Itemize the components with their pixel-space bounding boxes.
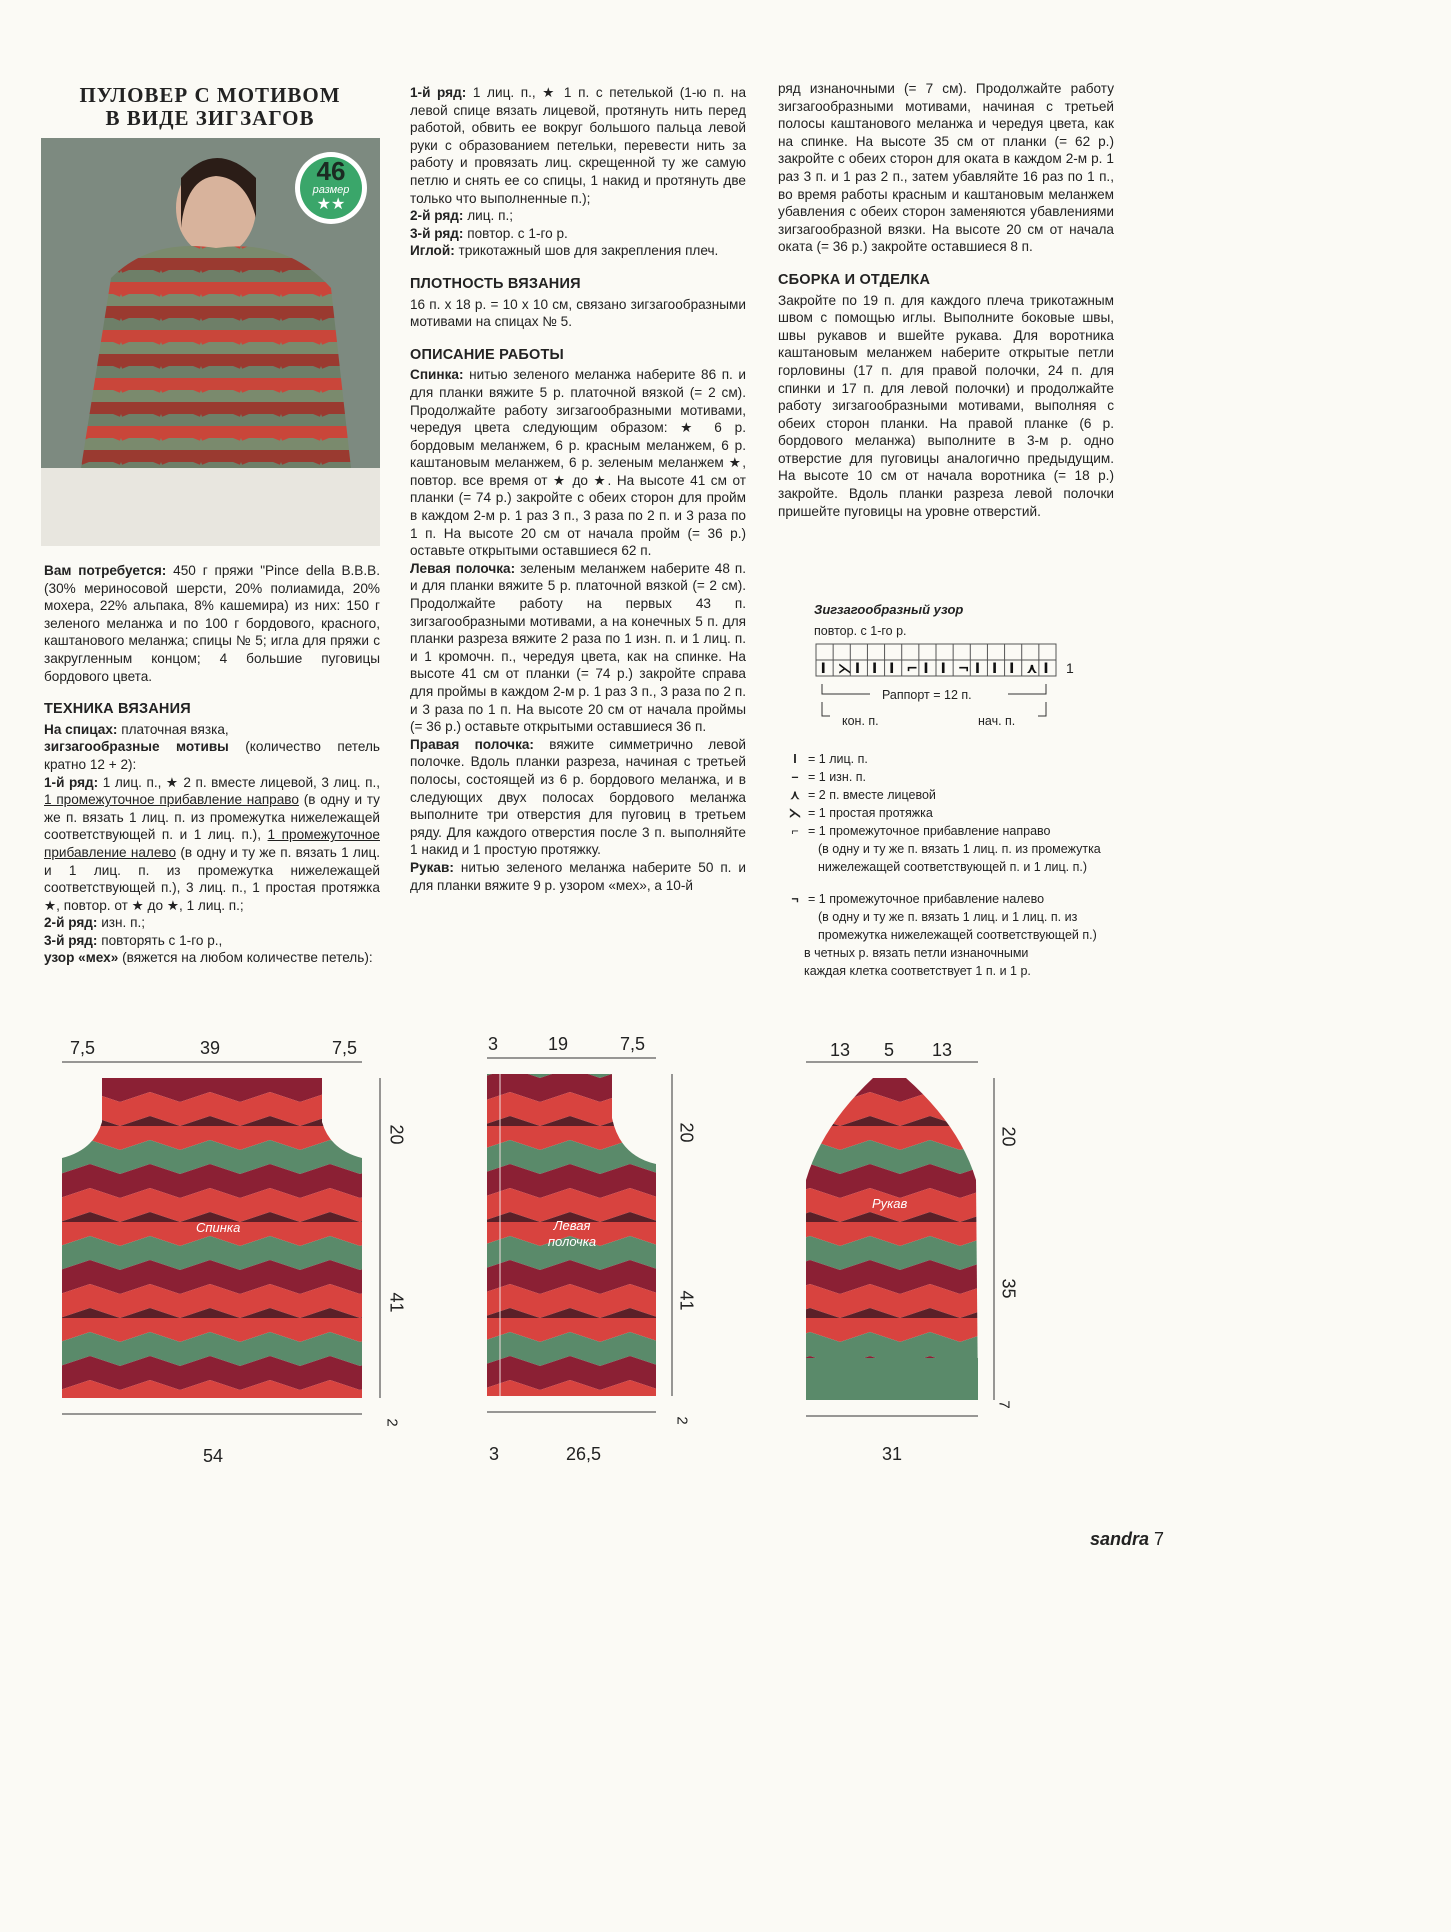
fur-row1-label: 1-й ряд: [410, 85, 467, 100]
fur-row2-text: лиц. п.; [467, 208, 513, 224]
legend-item-skp [782, 804, 1122, 822]
front-h3-dim: 2 [673, 1416, 691, 1425]
sleeve-text: нитью зеленого меланжа наберите 50 п. и для планки вяжите 9 р. узором «мех», а 10-й [410, 859, 746, 893]
chart-start-label: нач. п. [978, 714, 1016, 728]
fur-row2 [410, 207, 746, 225]
chart-stitch-symbol: ⋋ [837, 661, 852, 677]
needle-seam [410, 242, 746, 260]
row2-text: изн. п.; [101, 915, 146, 931]
sleeve-top-mid-dim: 5 [884, 1040, 895, 1060]
chart-end-label: кон. п. [842, 714, 879, 728]
back-h1-dim: 20 [386, 1124, 407, 1145]
sleeve-h2-dim: 35 [998, 1278, 1019, 1299]
chart-stitch-symbol: I [992, 661, 998, 677]
back-h2-dim: 41 [386, 1292, 407, 1313]
title-line-2: В ВИДЕ ЗИГЗАГОВ [105, 106, 315, 130]
zigzag-line [44, 738, 380, 773]
legend-inc-left-note: (в одну и ту же п. вязать 1 лиц. и 1 лиц. п. из промежутка нижележащей соответствующей п.) [818, 910, 1097, 942]
chart-stitch-symbol: ⌐ [906, 661, 919, 677]
difficulty-stars: ★★ [316, 196, 346, 213]
back-top-left-dim: 7,5 [70, 1038, 96, 1058]
left-front-text: зеленым меланжем наберите 48 п. и для планки вяжите 5 р. платочной вязкой (= 2 см). Продолжайте работу на первых 43 п. зигзагообразными мотивами, а на конечных 5 п. для планки разреза вяжите 2 раза по 1 изн. п. и 1 лиц. п. и 1 кромочн. п., чередуя цвета, как на спинке. На высоте 41 см от планки (= 74 р.) закройте справа для проймы в каждом 2-м р. 1 раз 3 п., 3 раза по 2 п. и 3 раза по 1 п. На высоте 20 см от начала проймы (= 36 р.) оставьте открытыми оставшиеся 36 п. [410, 560, 746, 735]
legend [782, 750, 1122, 980]
page-number: 7 [1153, 1529, 1164, 1549]
density-heading: ПЛОТНОСТЬ ВЯЗАНИЯ [410, 275, 581, 292]
right-front-label: Правая полочка: [410, 736, 534, 752]
size-label: размер [312, 184, 350, 196]
back-label: Спинка: [410, 367, 464, 383]
title-line-1: ПУЛОВЕР С МОТИВОМ [79, 83, 341, 107]
fur-row3-text: повтор. с 1-го р. [467, 225, 568, 241]
legend-item-k2tog [782, 786, 1122, 804]
left-column [44, 562, 380, 967]
left-front-instructions [410, 560, 746, 736]
chart-grid [812, 642, 1062, 682]
row1-text-b: (в одну и ту же п. вязать 1 лиц. п. из промежутка нижележащей соответствующей п. и 1 лиц. п.), [44, 792, 380, 843]
needles-text: платочная вязка, [121, 721, 229, 737]
sleeve-piece [804, 1070, 980, 1405]
right-front-text: вяжите симметрично левой полочке. Вдоль планки разреза, начиная с третьей полосы, состоящей из 6 р. бордового меланжа, и в следующих двух полосах бордового меланжа выполните три отверстия для пуговиц в третьем ряду. Для каждого отверстия после 3 п. выполняйте 1 накид и 1 простую протяжку. [410, 736, 746, 858]
front-top-left-dim: 3 [488, 1034, 499, 1054]
knit-symbol-icon: I [793, 752, 797, 766]
row1-text-a: 1 лиц. п., ★ 2 п. вместе лицевой, 3 лиц. п., [102, 774, 381, 790]
size-badge [295, 152, 367, 224]
zigzag-label: зигзагообразные мотивы [44, 739, 229, 755]
front-top-right-dim: 7,5 [620, 1034, 646, 1054]
row3-text: повторять с 1-го р., [101, 932, 223, 948]
sleeve-instructions [410, 859, 746, 894]
materials-label: Вам потребуется: [44, 563, 167, 578]
chart-stitch-symbol: ⋏ [1026, 661, 1038, 677]
legend-text: = 1 промежуточное прибавление налево [808, 892, 1045, 906]
fur-pattern [44, 949, 380, 967]
needle-text: трикотажный шов для закрепления плеч. [458, 243, 719, 259]
chart-stitch-symbol: I [854, 661, 861, 677]
density-text: 16 п. х 18 р. = 10 х 10 см, связано зигзагообразными мотивами на спицах № 5. [410, 296, 746, 330]
row1-label: 1-й ряд: [44, 774, 99, 790]
right-front-instructions [410, 736, 746, 859]
front-h2-dim: 41 [676, 1290, 697, 1311]
k2tog-symbol-icon: ⋏ [790, 788, 800, 802]
sleeve-h3-dim: 7 [995, 1400, 1013, 1409]
legend-item-inc-left [782, 890, 1122, 908]
sleeve-bottom-dim: 31 [882, 1444, 903, 1464]
front-label [532, 1218, 612, 1250]
legend-item-knit [782, 750, 1122, 768]
size-number: 46 [316, 156, 346, 186]
front-label-1: Левая [553, 1218, 591, 1233]
legend-inc-right-note: (в одну и ту же п. вязать 1 лиц. п. из промежутка нижележащей соответствующей п. и 1 лиц. п.) [818, 842, 1101, 874]
fur-row3-label: 3-й ряд: [410, 225, 464, 241]
legend-text: = 1 изн. п. [808, 770, 867, 784]
row2-label: 2-й ряд: [44, 915, 98, 931]
fur-row1 [410, 84, 746, 207]
legend-text: = 2 п. вместе лицевой [808, 788, 936, 802]
chart-stitch-symbol: I [974, 661, 981, 677]
skp-symbol-icon: ⋋ [788, 806, 802, 820]
legend-foot-2: каждая клетка соответствует 1 п. и 1 р. [804, 964, 1031, 978]
right-column [778, 80, 1114, 520]
front-label-2: полочка [547, 1234, 597, 1249]
sleeve-continuation: ряд изнаночными (= 7 см). Продолжайте работу зигзагообразными мотивами, начиная с третьей полосы каштанового меланжа и чередуя цвета, как на спинке. На высоте 35 см от планки (= 62 р.) закройте с обеих сторон для оката в каждом 2-м р. 1 раз 3 п. и 1 раз 2 п., затем убавляйте 16 раз по 1 п., во время работы красным и каштановым меланжем убавления с обеих сторон заменяются убавлениями зигзагообразной вязки. На высоте 20 см от начала оката (= 36 р.) закройте оставшиеся 8 п. [778, 81, 1114, 255]
legend-foot-1: в четных р. вязать петли изнаночными [804, 946, 1029, 960]
increase-right-icon: ⌐ [791, 824, 799, 838]
back-top-right-dim: 7,5 [332, 1038, 358, 1058]
legend-text: = 1 лиц. п. [808, 752, 868, 766]
assembly-heading: СБОРКА И ОТДЕЛКА [778, 271, 931, 288]
back-top-mid-dim: 39 [200, 1038, 221, 1058]
assembly-text: Закройте по 19 п. для каждого плеча трикотажным швом с помощью иглы. Выполните боковые швы, швы рукавов и вшейте рукава. Для воротника каштановым меланжем наберите открытые петли горловины (17 п. для правой полочки, 24 п. для спинки и 17 п. для левой полочки) и продолжайте работу зигзагообразными мотивами, выполняя с обеих сторон планки. На правой планке (6 р. бордового меланжа) выполните в 3-м р. одно отверстие для пуговицы аналогично предыдущим. На высоте 10 см от начала воротника (= 18 р.) закройте. Вдоль планки разреза левой полочки пришейте пуговицы на уровне отверстий. [778, 292, 1114, 519]
increase-left-icon: ¬ [791, 892, 799, 906]
schematics [0, 1030, 1178, 1490]
front-top-mid-dim: 19 [548, 1034, 569, 1054]
chart-stitch-symbol: ¬ [957, 661, 970, 677]
row3-instructions [44, 932, 380, 950]
front-bottom-left-dim: 3 [489, 1444, 500, 1464]
fur-label: узор «мех» [44, 950, 119, 966]
sleeve-top-left-dim: 13 [830, 1040, 851, 1060]
stitch-chart [812, 600, 1092, 730]
front-bottom-right-dim: 26,5 [566, 1444, 602, 1464]
chart-row-number: 1 [1066, 660, 1074, 676]
page-footer [1090, 1529, 1164, 1550]
row1-underlined-2: 1 промежуточное прибавление налево [44, 827, 380, 860]
rapport-label: Раппорт = 12 п. [882, 688, 972, 702]
chart-stitch-symbol: I [1043, 661, 1049, 677]
back-instructions [410, 366, 746, 560]
sleeve-label: Рукав: [410, 859, 454, 875]
chart-title: Зигзагообразный узор [814, 602, 964, 617]
sleeve-h1-dim: 20 [998, 1126, 1019, 1147]
row1-instructions [44, 774, 380, 915]
model-photo [41, 138, 380, 546]
needle-label: Иглой: [410, 243, 455, 259]
row2-instructions [44, 914, 380, 932]
fur-row1-text: 1 лиц. п., ★ 1 п. с петелькой (1-ю п. на левой спице вязать лицевой, протянуть нить перед работой, обвить ее вокруг большого пальца левой руки с образованием петельки, перевести нить за работу и провязать лиц. скрещенной ту же самую петлю и снять ее со спицы, 1 накид и протянуть две только что выполненные п.); [410, 85, 746, 206]
legend-text: = 1 простая протяжка [808, 806, 933, 820]
chart-stitch-symbol: I [889, 661, 895, 677]
chart-stitch-symbol: I [1009, 661, 1015, 677]
row1-underlined-1: 1 промежуточное прибавление направо [44, 792, 299, 808]
article-title [42, 84, 378, 130]
purl-symbol-icon: – [791, 770, 799, 784]
row3-label: 3-й ряд: [44, 932, 98, 948]
middle-column [410, 84, 746, 894]
chart-stitch-symbol: I [923, 661, 929, 677]
chart-subtitle: повтор. с 1-го р. [814, 624, 907, 638]
back-text: нитью зеленого меланжа наберите 86 п. и для планки вяжите 5 р. платочной вязкой (= 2 см). Продолжайте работу зигзагообразными мотивами, чередуя цвета следующим образом: ★ 6 р. бордовым меланжем, 6 р. красным меланжем, 6 р. каштановым меланжем, 6 р. зеленым меланжем ★, повтор. все время от ★ до ★. На высоте 41 см от планки (= 74 р.) закройте с обеих сторон для пройм в каждом 2-м р. 1 раз 3 п., 3 раза по 2 п. и 3 раза по 1 п. На высоте 20 см от начала пройм (= 36 р.) оставьте открытыми оставшиеся 62 п. [410, 367, 746, 559]
materials-text: 450 г пряжи "Pince della B.B.B. (30% мериносовой шерсти, 20% полиамида, 20% мохера, 22% альпака, 8% кашемира) из них: 150 г зеленого меланжа и по 100 г бордового, красного, каштанового меланжа; спицы № 5; игла для пряжи с закругленным концом; 4 большие пуговицы бордового цвета. [44, 563, 380, 684]
materials [44, 562, 380, 685]
chart-stitch-symbol: I [940, 661, 946, 677]
legend-item-inc-right [782, 822, 1122, 840]
fur-row3 [410, 225, 746, 243]
back-bottom-dim: 54 [203, 1446, 224, 1466]
sleeve-label: Рукав [872, 1196, 908, 1211]
needles-label: На спицах: [44, 721, 118, 737]
chart-stitch-symbol: I [820, 661, 826, 677]
front-h1-dim: 20 [676, 1122, 697, 1143]
back-piece [60, 1070, 365, 1400]
chart-stitch-symbol: I [872, 661, 878, 677]
description-heading: ОПИСАНИЕ РАБОТЫ [410, 346, 564, 363]
left-front-label: Левая полочка: [410, 560, 516, 576]
needles-line [44, 721, 380, 739]
back-label: Спинка [196, 1220, 241, 1235]
legend-text: = 1 промежуточное прибавление направо [808, 824, 1051, 838]
fur-text: (вяжется на любом количестве петель): [122, 950, 373, 966]
sleeve-top-right-dim: 13 [932, 1040, 953, 1060]
brand-name: sandra [1089, 1529, 1149, 1549]
technique-heading: ТЕХНИКА ВЯЗАНИЯ [44, 701, 191, 718]
zigzag-text: (количество петель кратно 12 + 2): [44, 739, 380, 772]
fur-row2-label: 2-й ряд: [410, 208, 464, 224]
row1-text-c: (в одну и ту же п. вязать 1 лиц. и 1 лиц. п. из промежутка нижележащей соответствующей п.), 3 лиц. п., 1 простая протяжка ★, повтор. от ★ до ★, 1 лиц. п.; [44, 844, 381, 913]
legend-item-purl [782, 768, 1122, 786]
back-h3-dim: 2 [383, 1418, 401, 1427]
